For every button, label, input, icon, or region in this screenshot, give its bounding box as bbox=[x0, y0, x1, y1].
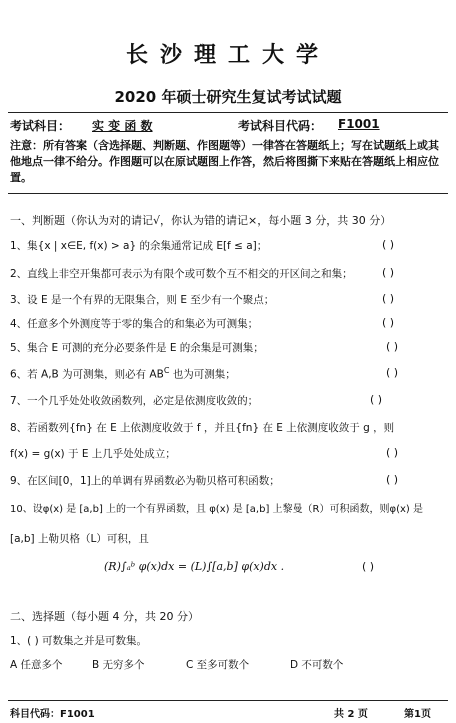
option-d: D 不可数个 bbox=[290, 659, 344, 671]
question-8-line1: 8、若函数列{fn} 在 E 上依测度收敛于 f ，并且{fn} 在 E 上依测度收敛于 g ，则 bbox=[10, 422, 395, 434]
answer-paren: ( ) bbox=[386, 340, 399, 353]
subject-code: F1001 bbox=[338, 117, 380, 131]
subject-label: 考试科目： bbox=[10, 119, 71, 133]
footer-page-number: 第1页 bbox=[404, 709, 431, 720]
question-10-line1: 10、设φ(x) 是 [a,b] 上的一个有界函数，且 φ(x) 是 [a,b] 上黎曼（R）可积函数，则φ(x) 是 bbox=[10, 504, 423, 515]
question-1: 1、集{x | x∈E, f(x) > a} 的余集通常记成 E[f ≤ a]； bbox=[10, 240, 268, 252]
option-a: A 任意多个 bbox=[10, 659, 63, 671]
divider bbox=[8, 112, 448, 113]
answer-paren: ( ) bbox=[382, 316, 395, 329]
question-6-text: 6、若 A,B 为可测集，则必有 AB bbox=[10, 368, 164, 381]
subject-code-label: 考试科目代码： bbox=[238, 119, 323, 133]
question-2: 2、直线上非空开集都可表示为有限个或可数个互不相交的开区间之和集； bbox=[10, 268, 353, 280]
answer-paren: ( ) bbox=[370, 393, 383, 406]
option-c: C 至多可数个 bbox=[186, 659, 250, 671]
answer-paren: ( ) bbox=[382, 266, 395, 279]
answer-paren: ( ) bbox=[386, 446, 399, 459]
subject-name: 实 变 函 数 bbox=[92, 119, 153, 133]
complement-superscript: C bbox=[163, 366, 170, 375]
choice-question-1: 1、( ) 可数集之并是可数集。 bbox=[10, 635, 148, 647]
divider bbox=[8, 193, 448, 194]
footer-code: 科目代码：F1001 bbox=[10, 709, 95, 720]
footer-total-pages: 共 2 页 bbox=[334, 709, 368, 720]
footer-divider bbox=[8, 700, 448, 701]
question-6 bbox=[10, 366, 236, 382]
option-b: B 无穷多个 bbox=[92, 659, 145, 671]
integral-formula: (R)∫ₐᵇ φ(x)dx = (L)∫[a,b] φ(x)dx . bbox=[104, 560, 285, 573]
question-4: 4、任意多个外测度等于零的集合的和集必为可测集； bbox=[10, 318, 259, 330]
question-3: 3、设 E 是一个有界的无限集合，则 E 至少有一个聚点； bbox=[10, 294, 275, 306]
question-9: 9、在区间[0，1]上的单调有界函数必为勒贝格可积函数； bbox=[10, 475, 280, 487]
answer-paren: ( ) bbox=[362, 560, 375, 573]
answer-paren: ( ) bbox=[382, 292, 395, 305]
answer-paren: ( ) bbox=[386, 473, 399, 486]
university-name: 长沙理工大学 bbox=[125, 42, 330, 68]
question-6-tail: 也为可测集； bbox=[169, 368, 236, 381]
answer-paren: ( ) bbox=[382, 238, 395, 251]
question-8-line2: f(x) = g(x) 于 E 上几乎处处成立； bbox=[10, 448, 176, 460]
question-7: 7、一个几乎处处收敛函数列，必定是依测度收敛的； bbox=[10, 395, 259, 407]
exam-notice: 注意：所有答案（含选择题、判断题、作图题等）一律答在答题纸上；写在试题纸上或其他地点一律不给分。作图题可以在原试题图上作答，然后将图撕下来贴在答题纸上相应位置。 bbox=[10, 139, 439, 184]
section1-heading: 一、判断题（你认为对的请记√，你认为错的请记×，每小题 3 分，共 30 分） bbox=[10, 214, 392, 227]
answer-paren: ( ) bbox=[386, 366, 399, 379]
exam-title: 2020 年硕士研究生复试考试试题 bbox=[114, 88, 342, 106]
question-5: 5、集合 E 可测的充分必要条件是 E 的余集是可测集； bbox=[10, 342, 264, 354]
question-10-line2: [a,b] 上勒贝格（L）可积，且 bbox=[10, 533, 149, 545]
section2-heading: 二、选择题（每小题 4 分，共 20 分） bbox=[10, 610, 199, 623]
